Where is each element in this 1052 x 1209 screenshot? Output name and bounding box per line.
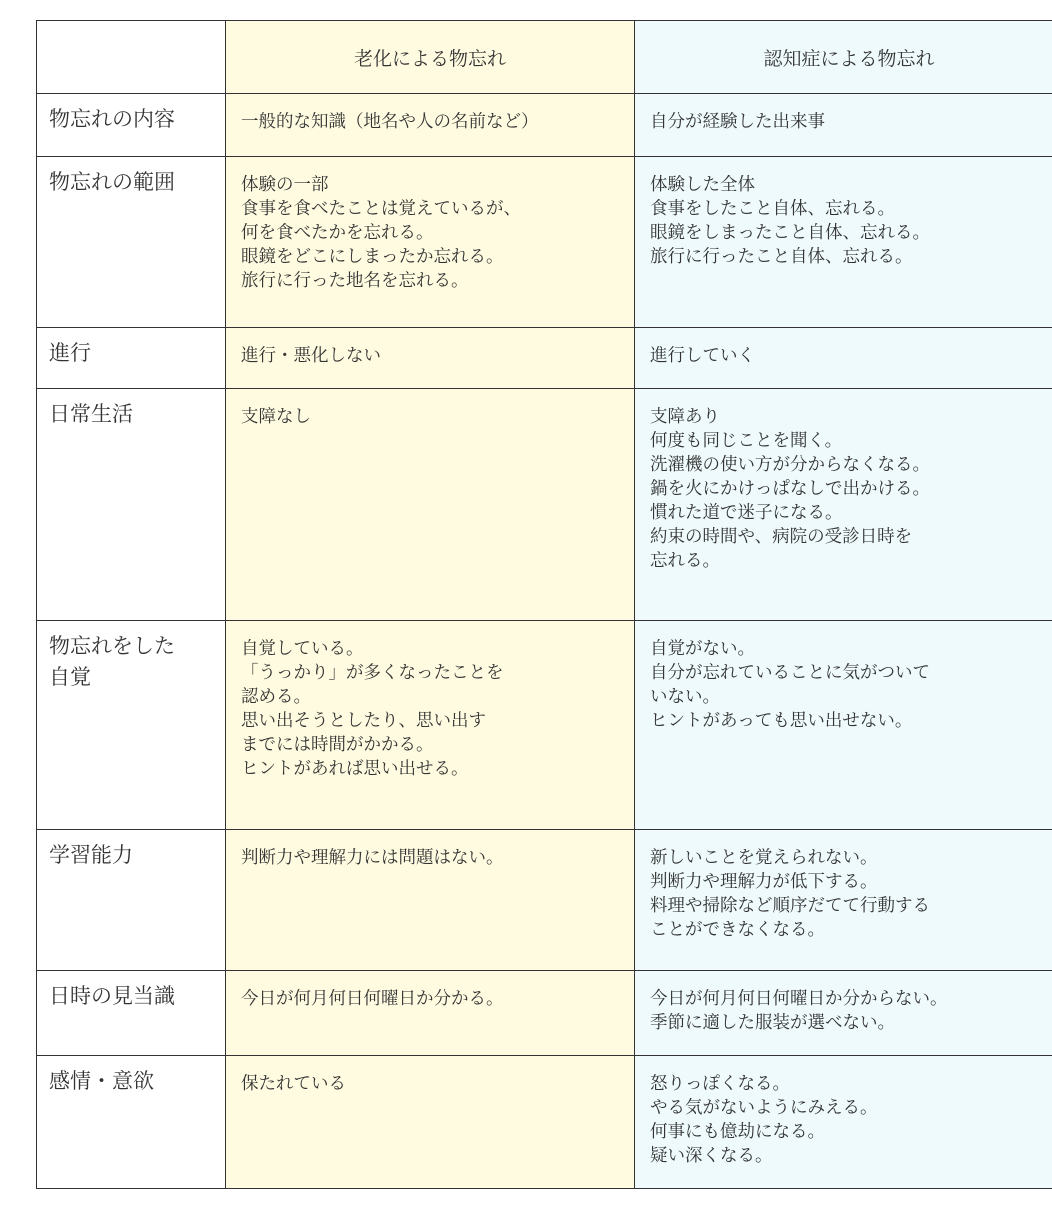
- aging-cell: 判断力や理解力には問題はない。: [226, 830, 635, 971]
- table-row: [37, 1056, 1052, 1189]
- table-row: [37, 389, 1052, 621]
- table-row: [37, 830, 1052, 971]
- header-dementia: 認知症による物忘れ: [635, 21, 1052, 94]
- dementia-cell: 自分が経験した出来事: [635, 94, 1052, 157]
- aging-cell: 今日が何月何日何曜日か分かる。: [226, 971, 635, 1056]
- aging-cell: 一般的な知識（地名や人の名前など）: [226, 94, 635, 157]
- row-label: 学習能力: [37, 830, 226, 971]
- table-row: [37, 94, 1052, 157]
- row-label: 日時の見当識: [37, 971, 226, 1056]
- dementia-cell: 今日が何月何日何曜日か分からない。 季節に適した服装が選べない。: [635, 971, 1052, 1056]
- dementia-cell: 新しいことを覚えられない。 判断力や理解力が低下する。 料理や掃除など順序だてて行動する ことができなくなる。: [635, 830, 1052, 971]
- aging-cell: 支障なし: [226, 389, 635, 621]
- comparison-table: [36, 20, 1052, 1189]
- table-row: [37, 971, 1052, 1056]
- dementia-cell: 怒りっぽくなる。 やる気がないようにみえる。 何事にも億劫になる。 疑い深くなる。: [635, 1056, 1052, 1189]
- aging-cell: 自覚している。 「うっかり」が多くなったことを 認める。 思い出そうとしたり、思い出す までには時間がかかる。 ヒントがあれば思い出せる。: [226, 621, 635, 830]
- row-label: 感情・意欲: [37, 1056, 226, 1189]
- aging-cell: 進行・悪化しない: [226, 328, 635, 389]
- table-row: [37, 328, 1052, 389]
- dementia-cell: 自覚がない。 自分が忘れていることに気がついて いない。 ヒントがあっても思い出せない。: [635, 621, 1052, 830]
- aging-cell: 体験の一部 食事を食べたことは覚えているが、 何を食べたかを忘れる。 眼鏡をどこにしまったか忘れる。 旅行に行った地名を忘れる。: [226, 157, 635, 328]
- corner-cell: [37, 21, 226, 94]
- row-label: 日常生活: [37, 389, 226, 621]
- row-label: 物忘れの範囲: [37, 157, 226, 328]
- dementia-cell: 体験した全体 食事をしたこと自体、忘れる。 眼鏡をしまったこと自体、忘れる。 旅行に行ったこと自体、忘れる。: [635, 157, 1052, 328]
- row-label: 物忘れの内容: [37, 94, 226, 157]
- header-row: [37, 21, 1052, 94]
- aging-cell: 保たれている: [226, 1056, 635, 1189]
- dementia-cell: 支障あり 何度も同じことを聞く。 洗濯機の使い方が分からなくなる。 鍋を火にかけっぱなしで出かける。 慣れた道で迷子になる。 約束の時間や、病院の受診日時を 忘れる。: [635, 389, 1052, 621]
- table-row: [37, 157, 1052, 328]
- header-aging: 老化による物忘れ: [226, 21, 635, 94]
- table-row: [37, 621, 1052, 830]
- row-label: 進行: [37, 328, 226, 389]
- row-label: 物忘れをした 自覚: [37, 621, 226, 830]
- dementia-cell: 進行していく: [635, 328, 1052, 389]
